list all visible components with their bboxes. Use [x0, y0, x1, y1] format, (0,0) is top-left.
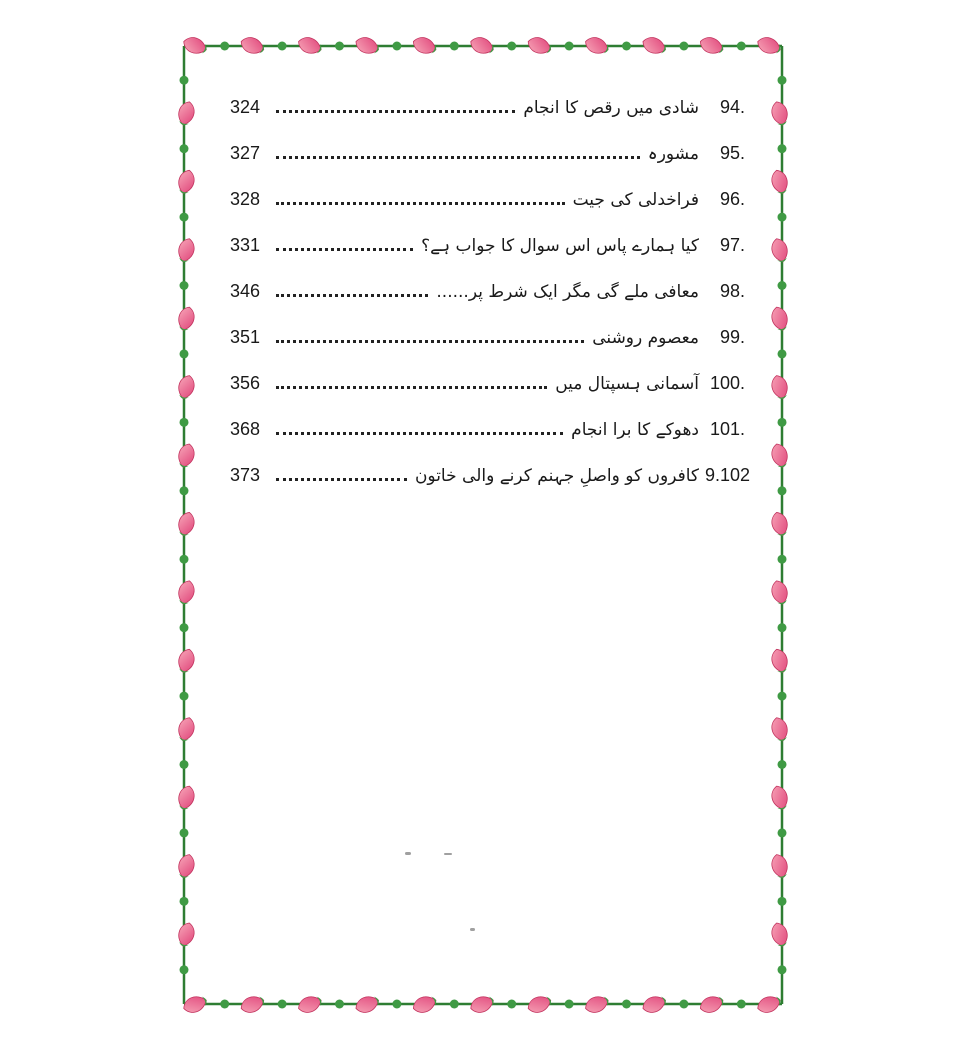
- toc-title: شادی میں رقص کا انجام: [523, 98, 699, 118]
- leaf-dot: [507, 42, 516, 51]
- toc-title: آسمانی ہسپتال میں: [555, 374, 699, 394]
- rosebud-icon: [640, 993, 668, 1015]
- toc-leader-dots: [276, 202, 565, 205]
- rosebud-icon: [769, 921, 790, 948]
- leaf-dot: [778, 281, 787, 290]
- leaf-dot: [335, 1000, 344, 1009]
- toc-chapter-number: 100.: [709, 373, 745, 393]
- toc-entry: [230, 308, 745, 354]
- leaf-dot: [778, 828, 787, 837]
- toc-leader-dots: [276, 248, 413, 251]
- rosebud-icon: [176, 237, 197, 264]
- leaf-dot: [450, 1000, 459, 1009]
- toc-chapter-number: 96.: [719, 189, 745, 209]
- toc-title: فراخدلی کی جیت: [572, 190, 699, 210]
- rosebud-icon: [239, 34, 267, 56]
- leaf-dot: [278, 42, 287, 51]
- toc-page-number: 324: [230, 97, 261, 117]
- rosebud-icon: [411, 993, 439, 1015]
- rosebud-icon: [176, 853, 197, 880]
- toc-leader-dots: [276, 294, 428, 297]
- rosebud-icon: [526, 993, 554, 1015]
- rosebud-icon: [468, 993, 496, 1015]
- leaf-dot: [778, 486, 787, 495]
- leaf-dot: [220, 1000, 229, 1009]
- rosebud-icon: [769, 305, 790, 332]
- leaf-dot: [778, 144, 787, 153]
- rosebud-icon: [769, 853, 790, 880]
- rosebud-icon: [353, 993, 381, 1015]
- rosebud-icon: [769, 716, 790, 743]
- rosebud-icon: [755, 34, 783, 56]
- leaf-dot: [220, 42, 229, 51]
- rosebud-icon: [755, 993, 783, 1015]
- toc-leader-dots: [276, 340, 584, 343]
- leaf-dot: [778, 555, 787, 564]
- toc-page-number: 368: [230, 419, 261, 439]
- leaf-dot: [679, 1000, 688, 1009]
- rosebud-icon: [176, 374, 197, 401]
- rosebud-icon: [296, 34, 324, 56]
- leaf-dot: [180, 281, 189, 290]
- toc-chapter-number: 101.: [709, 419, 745, 439]
- rosebud-icon: [176, 784, 197, 811]
- toc-chapter-number: 94.: [719, 97, 745, 117]
- toc-leader-dots: [276, 478, 407, 481]
- leaf-dot: [180, 486, 189, 495]
- leaf-dot: [180, 555, 189, 564]
- toc-page-number: 327: [230, 143, 261, 163]
- leaf-dot: [180, 828, 189, 837]
- leaf-dot: [622, 1000, 631, 1009]
- leaf-dot: [622, 42, 631, 51]
- toc-entry: [230, 78, 745, 124]
- leaf-dot: [507, 1000, 516, 1009]
- toc-entry: [230, 216, 745, 262]
- toc-chapter-number: 95.: [719, 143, 745, 163]
- rosebud-icon: [181, 34, 209, 56]
- toc-page-number: 373: [230, 465, 261, 485]
- toc-leader-dots: [276, 110, 515, 113]
- rosebud-icon: [526, 34, 554, 56]
- print-smudge: [405, 852, 411, 855]
- leaf-dot: [737, 42, 746, 51]
- rosebud-icon: [176, 168, 197, 195]
- toc-chapter-number: 98.: [719, 281, 745, 301]
- toc-title: کافروں کو واصلِ جہنم کرنے والی خاتون: [414, 466, 699, 486]
- toc-title: معافی ملے گی مگر ایک شرط پر......: [436, 282, 699, 302]
- leaf-dot: [737, 1000, 746, 1009]
- leaf-dot: [180, 623, 189, 632]
- toc-page-number: 346: [230, 281, 261, 301]
- rosebud-icon: [769, 510, 790, 537]
- leaf-dot: [778, 623, 787, 632]
- leaf-dot: [180, 144, 189, 153]
- leaf-dot: [180, 349, 189, 358]
- rosebud-icon: [769, 374, 790, 401]
- toc-page-number: 331: [230, 235, 261, 255]
- toc-entry: [230, 124, 745, 170]
- rosebud-icon: [176, 510, 197, 537]
- print-smudge: [470, 928, 475, 931]
- rosebud-icon: [769, 168, 790, 195]
- rosebud-icon: [176, 716, 197, 743]
- leaf-dot: [565, 1000, 574, 1009]
- toc-entry: [230, 446, 751, 492]
- leaf-dot: [778, 418, 787, 427]
- rosebud-icon: [769, 442, 790, 469]
- leaf-dot: [778, 76, 787, 85]
- toc-entry: [230, 170, 745, 216]
- toc-title: دھوکے کا برا انجام: [571, 420, 699, 440]
- rosebud-icon: [769, 647, 790, 674]
- rosebud-icon: [411, 34, 439, 56]
- toc-title: معصوم روشنی: [592, 328, 699, 348]
- leaf-dot: [180, 692, 189, 701]
- leaf-dot: [778, 213, 787, 222]
- rosebud-icon: [583, 34, 611, 56]
- rosebud-icon: [769, 579, 790, 606]
- toc-leader-dots: [276, 432, 563, 435]
- rosebud-icon: [176, 647, 197, 674]
- leaf-dot: [392, 42, 401, 51]
- leaf-dot: [278, 1000, 287, 1009]
- toc-page-number: 351: [230, 327, 261, 347]
- rosebud-icon: [769, 237, 790, 264]
- toc-chapter-number: 97.: [719, 235, 745, 255]
- leaf-dot: [778, 897, 787, 906]
- rosebud-icon: [296, 993, 324, 1015]
- toc-page-number: 356: [230, 373, 261, 393]
- toc-title: مشورہ: [647, 144, 699, 164]
- rosebud-icon: [353, 34, 381, 56]
- toc-leader-dots: [276, 156, 640, 159]
- toc-entry: [230, 354, 745, 400]
- leaf-dot: [180, 213, 189, 222]
- table-of-contents: [230, 78, 751, 492]
- leaf-dot: [180, 418, 189, 427]
- toc-title: کیا ہمارے پاس اس سوال کا جواب ہے؟: [421, 236, 699, 256]
- rosebud-icon: [769, 784, 790, 811]
- leaf-dot: [180, 760, 189, 769]
- leaf-dot: [450, 42, 459, 51]
- toc-page-number: 328: [230, 189, 261, 209]
- rosebud-icon: [176, 305, 197, 332]
- leaf-dot: [565, 42, 574, 51]
- leaf-dot: [180, 965, 189, 974]
- leaf-dot: [778, 692, 787, 701]
- toc-chapter-number: 99.: [719, 327, 745, 347]
- leaf-dot: [778, 965, 787, 974]
- toc-chapter-number: 9.102: [705, 465, 751, 485]
- toc-leader-dots: [276, 386, 547, 389]
- rosebud-icon: [769, 100, 790, 127]
- rosebud-icon: [583, 993, 611, 1015]
- print-smudge: [444, 853, 452, 855]
- toc-entry: [230, 400, 745, 446]
- leaf-dot: [778, 349, 787, 358]
- rosebud-icon: [698, 993, 726, 1015]
- rosebud-icon: [176, 579, 197, 606]
- leaf-dot: [679, 42, 688, 51]
- rosebud-icon: [181, 993, 209, 1015]
- rosebud-icon: [176, 100, 197, 127]
- rosebud-icon: [698, 34, 726, 56]
- rosebud-icon: [468, 34, 496, 56]
- rosebud-icon: [239, 993, 267, 1015]
- leaf-dot: [778, 760, 787, 769]
- toc-entry: [230, 262, 745, 308]
- leaf-dot: [180, 897, 189, 906]
- rosebud-icon: [176, 921, 197, 948]
- rosebud-icon: [176, 442, 197, 469]
- leaf-dot: [392, 1000, 401, 1009]
- leaf-dot: [180, 76, 189, 85]
- rosebud-icon: [640, 34, 668, 56]
- leaf-dot: [335, 42, 344, 51]
